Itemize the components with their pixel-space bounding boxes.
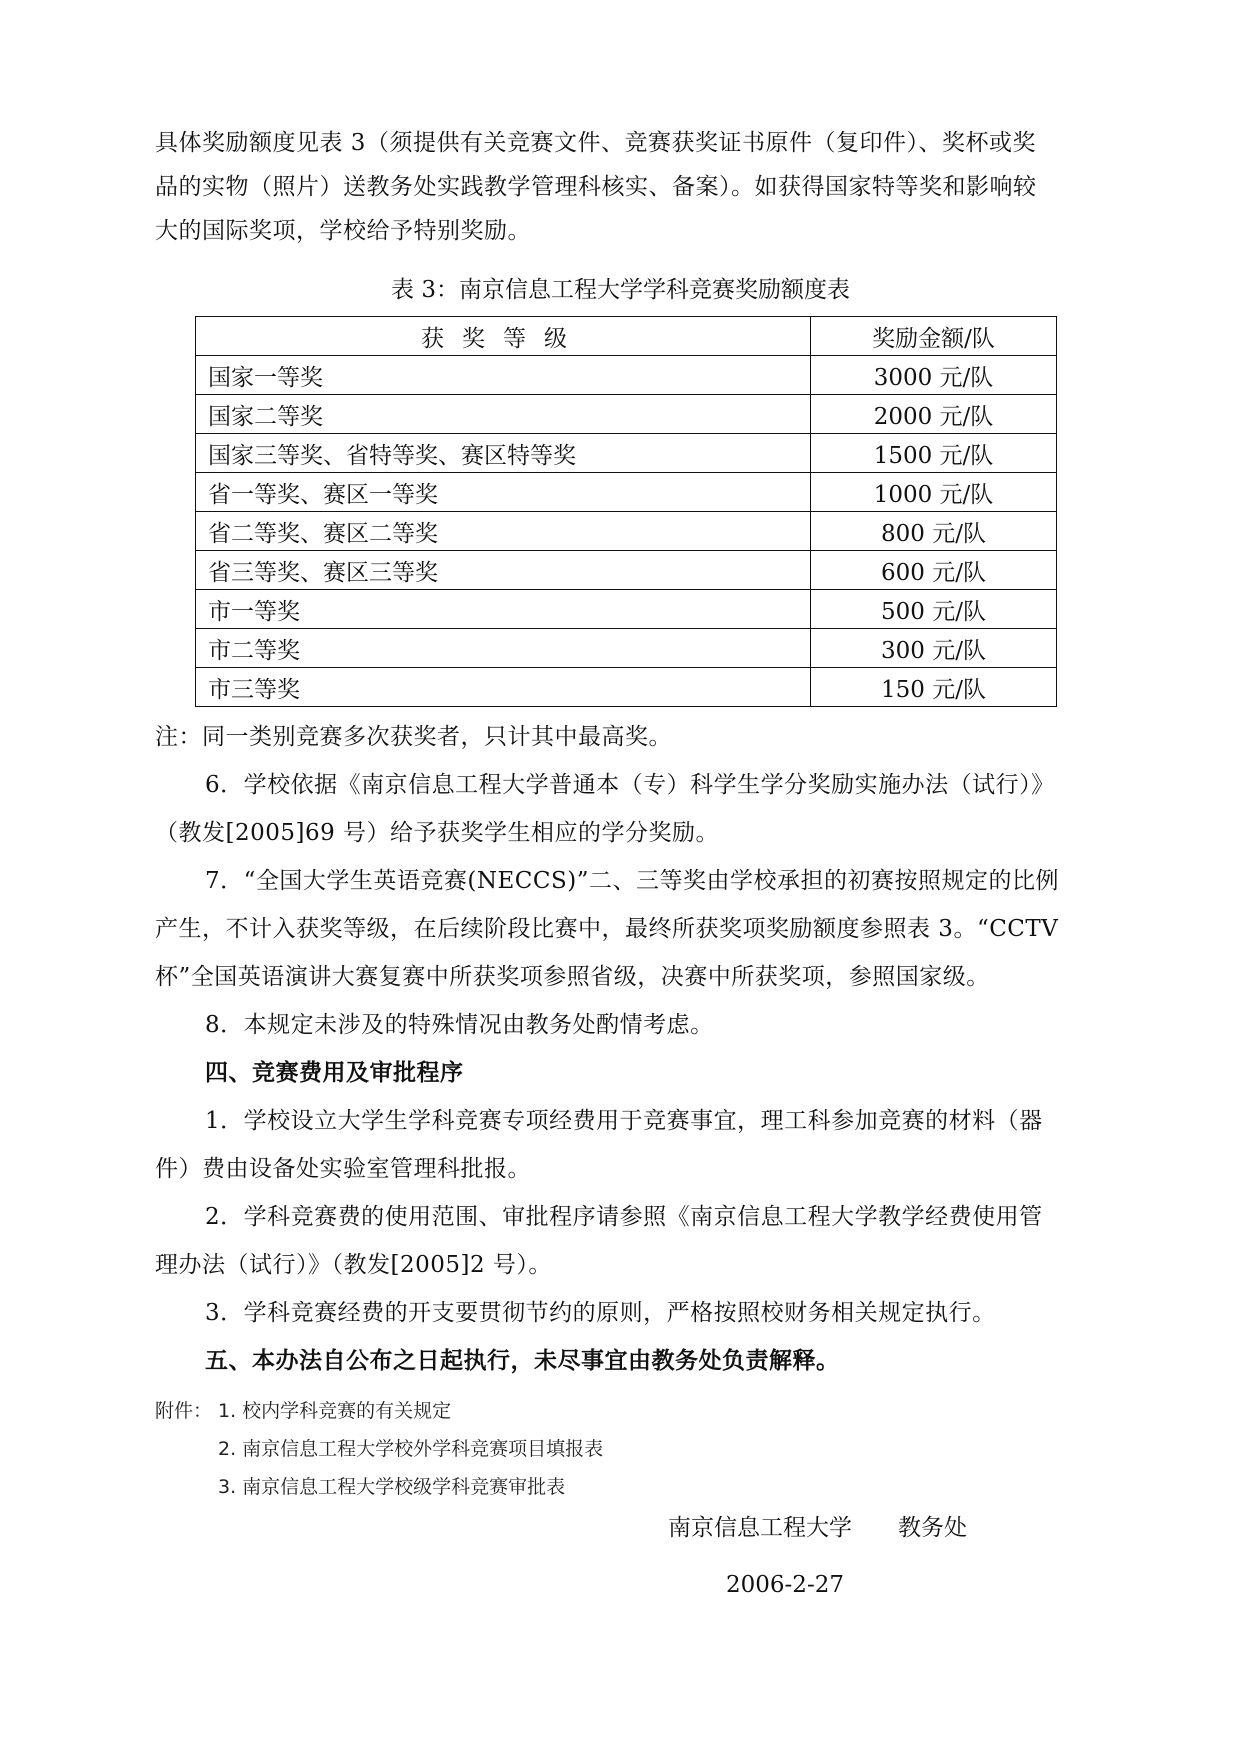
award-amount-cell: 300 元/队 <box>811 629 1057 668</box>
section4-p3: 3．学科竞赛经费的开支要贯彻节约的原则，严格按照校财务相关规定执行。 <box>205 1300 996 1326</box>
attachment-item: 2. 南京信息工程大学校外学科竞赛项目填报表 <box>218 1438 604 1460</box>
section4-heading: 四、竞赛费用及审批程序 <box>205 1060 464 1086</box>
table-row <box>196 512 1057 551</box>
award-table <box>195 316 1057 707</box>
award-level-cell: 省一等奖、赛区一等奖 <box>196 473 811 512</box>
attachment-item: 1. 校内学科竞赛的有关规定 <box>218 1400 452 1422</box>
table-header-row <box>196 317 1057 356</box>
award-level-cell: 国家三等奖、省特等奖、赛区特等奖 <box>196 434 811 473</box>
award-level-cell: 市三等奖 <box>196 668 811 707</box>
item7-line-2: 产生，不计入获奖等级，在后续阶段比赛中，最终所获奖项奖励额度参照表 3。“CCTV <box>155 916 1059 942</box>
section4-p2-line-2: 理办法（试行）》（教发[2005]2 号）。 <box>155 1252 552 1278</box>
table-row <box>196 629 1057 668</box>
table-row <box>196 395 1057 434</box>
award-level-cell: 国家一等奖 <box>196 356 811 395</box>
award-amount-cell: 600 元/队 <box>811 551 1057 590</box>
award-amount-cell: 800 元/队 <box>811 512 1057 551</box>
table-row <box>196 473 1057 512</box>
award-amount-cell: 500 元/队 <box>811 590 1057 629</box>
item7-line-1: 7．“全国大学生英语竞赛(NECCS)”二、三等奖由学校承担的初赛按照规定的比例 <box>205 868 1059 894</box>
section4-p2-line-1: 2．学科竞赛费的使用范围、审批程序请参照《南京信息工程大学教学经费使用管 <box>205 1204 1043 1230</box>
attachments-label: 附件： <box>155 1400 213 1422</box>
signature-date: 2006-2-27 <box>726 1572 844 1598</box>
award-level-cell: 市一等奖 <box>196 590 811 629</box>
intro-line-2: 品的实物（照片）送教务处实践教学管理科核实、备案）。如获得国家特等奖和影响较 <box>155 174 1037 200</box>
table-caption: 表 3：南京信息工程大学学科竞赛奖励额度表 <box>391 277 850 303</box>
intro-line-3: 大的国际奖项，学校给予特别奖励。 <box>155 218 531 244</box>
attachment-item: 3. 南京信息工程大学校级学科竞赛审批表 <box>218 1476 566 1498</box>
award-level-cell: 省三等奖、赛区三等奖 <box>196 551 811 590</box>
award-amount-cell: 2000 元/队 <box>811 395 1057 434</box>
award-amount-cell: 150 元/队 <box>811 668 1057 707</box>
signature-org: 南京信息工程大学 教务处 <box>668 1515 967 1541</box>
table-row <box>196 551 1057 590</box>
award-amount-cell: 3000 元/队 <box>811 356 1057 395</box>
award-amount-cell: 1500 元/队 <box>811 434 1057 473</box>
table-row <box>196 668 1057 707</box>
award-level-cell: 市二等奖 <box>196 629 811 668</box>
award-level-cell: 国家二等奖 <box>196 395 811 434</box>
table-note: 注：同一类别竞赛多次获奖者，只计其中最高奖。 <box>155 724 672 750</box>
award-level-cell: 省二等奖、赛区二等奖 <box>196 512 811 551</box>
section4-p1-line-2: 件）费由设备处实验室管理科批报。 <box>155 1156 531 1182</box>
section4-p1-line-1: 1．学校设立大学生学科竞赛专项经费用于竞赛事宜，理工科参加竞赛的材料（器 <box>205 1108 1043 1134</box>
table-row <box>196 434 1057 473</box>
item8: 8．本规定未涉及的特殊情况由教务处酌情考虑。 <box>205 1012 714 1038</box>
header-award-level: 获奖等级 <box>196 317 811 356</box>
table-row <box>196 356 1057 395</box>
item7-line-3: 杯”全国英语演讲大赛复赛中所获奖项参照省级，决赛中所获奖项，参照国家级。 <box>155 964 990 990</box>
table-row <box>196 590 1057 629</box>
award-amount-cell: 1000 元/队 <box>811 473 1057 512</box>
section5-heading: 五、本办法自公布之日起执行，未尽事宜由教务处负责解释。 <box>205 1348 840 1374</box>
header-award-amount: 奖励金额/队 <box>811 317 1057 356</box>
item6-line-1: 6．学校依据《南京信息工程大学普通本（专）科学生学分奖励实施办法（试行）》 <box>205 772 1055 798</box>
intro-line-1: 具体奖励额度见表 3（须提供有关竞赛文件、竞赛获奖证书原件（复印件）、奖杯或奖 <box>155 130 1036 156</box>
item6-line-2: （教发[2005]69 号）给予获奖学生相应的学分奖励。 <box>155 820 720 846</box>
